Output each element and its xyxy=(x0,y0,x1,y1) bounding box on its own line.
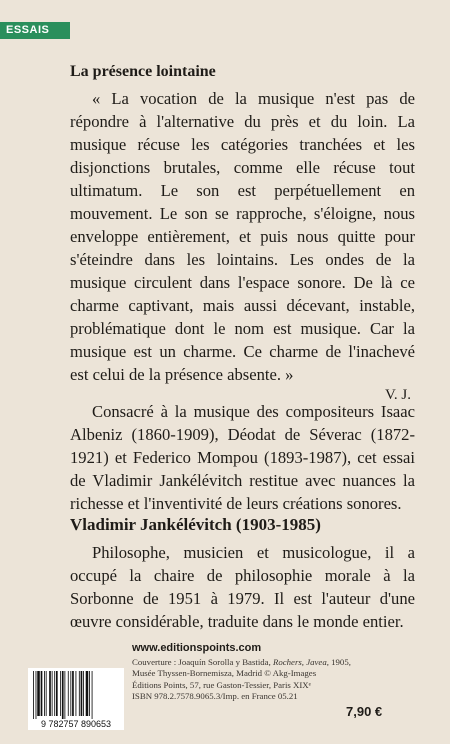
barcode-bar xyxy=(41,671,43,716)
author-name: Vladimir Jankélévitch (1903-1985) xyxy=(70,515,321,534)
barcode-bar xyxy=(86,671,89,716)
barcode-bar xyxy=(44,671,45,716)
barcode-bar xyxy=(33,671,34,719)
barcode-bar xyxy=(36,671,37,719)
publisher-address: Éditions Points, 57, rue Gaston-Tessier, Paris XIXᵉ xyxy=(132,679,311,690)
barcode-number: 9 782757 890653 xyxy=(40,719,112,729)
excerpt-title: La présence lointaine xyxy=(70,63,216,80)
collection-badge: ESSAIS xyxy=(0,22,70,39)
barcode-bar xyxy=(46,671,47,716)
barcode-bar xyxy=(64,671,65,719)
barcode-bar xyxy=(52,671,53,716)
quote-signature: V. J. xyxy=(385,387,411,403)
author-bio: Philosophe, musicien et musicologue, il a occupé la chaire de philosophie morale à la Sorbonne de 1951 à 1979. Il est l'auteur d'une œuvre considérable, traduite dans le monde entier. xyxy=(70,543,415,631)
isbn-barcode xyxy=(28,668,124,730)
barcode-bar xyxy=(79,671,80,716)
barcode-bar xyxy=(68,671,69,716)
barcode-bar xyxy=(54,671,55,716)
isbn-line: ISBN 978.2.7578.9065.3/Imp. en France 05.21 xyxy=(132,691,298,702)
excerpt-quote xyxy=(70,87,415,386)
description-text: Consacré à la musique des compositeurs Isaac Albeniz (1860-1909), Déodat de Séverac (1872-1921) et Federico Mompou (1893-1987), cet essai de Vladimir Jankélévitch restitue avec nuances la richesse et l'inventivité de leurs créations sonores. xyxy=(70,402,415,513)
barcode-bar xyxy=(72,671,74,716)
quote-text: « La vocation de la musique n'est pas de répondre à l'alternative du près et du loin. La musique récuse les catégories tranchées et les disjonctions brutales, comme elle récuse tout ultimatum. Le son est perpétuellement en mouvement. Le son se rapproche, s'éloigne, nous enveloppe entièrement, et puis nous quitte pour s'éteindre dans les lointains. Les ondes de la musique circulent dans l'espace sonore. De là ce charme captivant, mais aussi décevant, instable, problématique dont le nom est musique. Car la musique est un charme. Ce charme de l'inachevé est celui de la présence absente. » xyxy=(70,89,415,384)
barcode-bar xyxy=(62,671,64,719)
barcode-bar xyxy=(56,671,58,716)
publisher-website: www.editionspoints.com xyxy=(132,642,262,654)
description-section xyxy=(70,400,415,515)
barcode-bar xyxy=(92,671,93,719)
barcode-bar xyxy=(37,671,40,716)
barcode-bar xyxy=(60,671,61,716)
barcode-bar xyxy=(81,671,83,716)
barcode-bar xyxy=(89,671,90,716)
barcode-bar xyxy=(70,671,71,716)
barcode-bar xyxy=(49,671,51,716)
barcode-bar xyxy=(76,671,77,716)
credit-line-1: Couverture : Joaquín Sorolla y Bastida, Rochers, Javea, 1905, xyxy=(132,657,351,667)
cover-credits xyxy=(132,657,372,703)
excerpt-section xyxy=(70,63,415,404)
barcode-bar xyxy=(83,671,84,716)
credit-line-2: Musée Thyssen-Bornemisza, Madrid © Akg-Images xyxy=(132,668,317,679)
price: 7,90 € xyxy=(346,704,383,719)
author-section xyxy=(70,515,415,633)
